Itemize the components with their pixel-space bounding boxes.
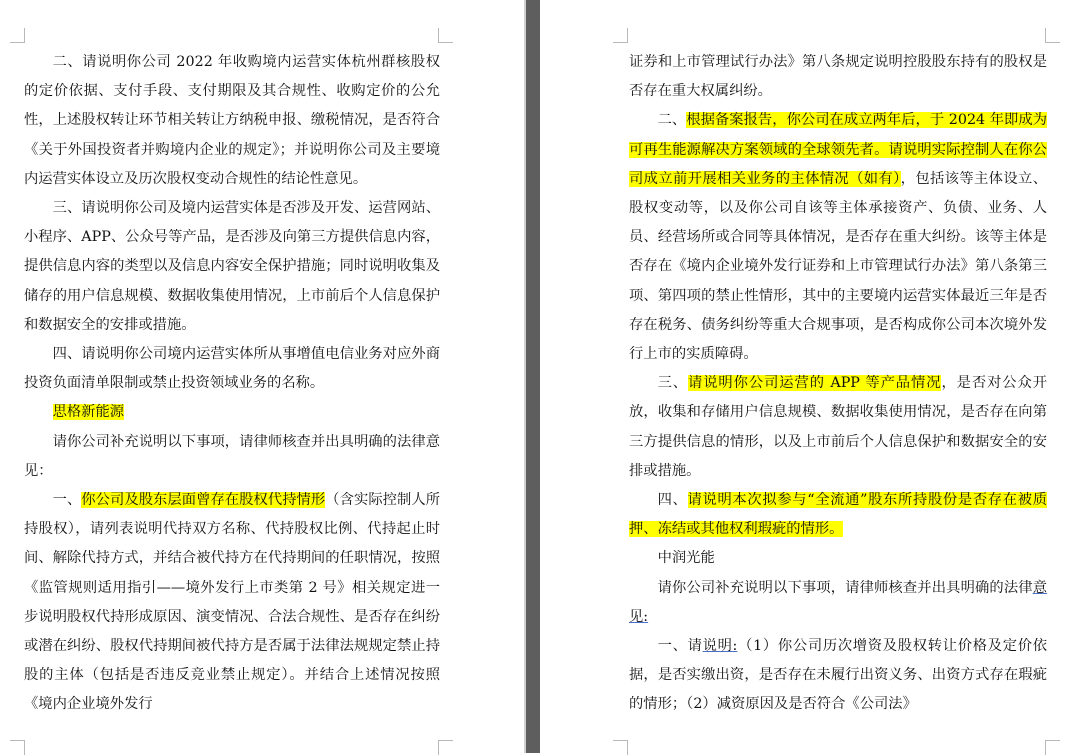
paragraph[interactable]: 二、请说明你公司 2022 年收购境内运营实体杭州群核股权的定价依据、支付手段、支付期限及其合规性、收购定价的公允性，上述股权转让环节相关转让方纳税申报、缴税情况，是否符合《关于外国投资者并购境内企业的规定》；并说明你公司及主要境内运营实体设立及历次股权变动合规性的结论性意见。: [24, 54, 440, 187]
company-heading[interactable]: [24, 398, 440, 427]
crop-mark: [1045, 28, 1060, 43]
paragraph[interactable]: [24, 486, 440, 720]
highlighted-text: 请说明你公司运营的 APP 等产品情况: [688, 375, 942, 392]
paragraph-text: ，包括该等主体设立、股权变动等，以及你公司自该等主体承接资产、负债、业务、人员、经营场所或合同等具体情况，是否存在重大纠纷。该等主体是否存在《境内企业境外发行证券和上市管理试行办法》第八条第三项、第四项的禁止性情形，其中的主要境内运营实体最近三年是否存在税务、债务纠纷等重大合规事项，是否构成你公司本次境外发行上市的实质障碍。: [629, 170, 1047, 363]
paragraph-prefix: 四、: [657, 492, 688, 509]
paragraph[interactable]: 三、请说明你公司及境内运营实体是否涉及开发、运营网站、小程序、APP、公众号等产品，是否涉及向第三方提供信息内容，提供信息内容的类型以及信息内容安全保护措施；同时说明收集及储存的用户信息规模、数据收集使用情况，上市前后个人信息保护和数据安全的安排或措施。: [24, 200, 440, 333]
paragraph-text: 请你公司补充说明以下事项，请律师核查并出具明确的法律: [657, 579, 1033, 596]
paragraph-prefix: 一、: [52, 492, 82, 509]
paragraph[interactable]: [629, 369, 1047, 486]
highlighted-text: 根据备案报告，你公司在成立两年后，于 2024 年即成为可再生能源解决方案领域的全球领先者。请说明实际控制人在你公司成立前开展相关业务的主体情况（如有）: [629, 112, 1048, 187]
paragraph-prefix: 三、: [657, 375, 689, 392]
page-gap: [524, 0, 540, 753]
paragraph[interactable]: [629, 574, 1047, 632]
document-page-left: [0, 0, 524, 753]
highlighted-text: 你公司及股东层面曾存在股权代持情形: [81, 492, 326, 509]
page-text[interactable]: [24, 48, 440, 720]
paragraph[interactable]: [629, 486, 1047, 544]
underlined-text: 意见:: [629, 579, 1047, 625]
document-page-right: [540, 0, 1080, 753]
page-text[interactable]: [629, 48, 1047, 720]
underlined-text: 说明:: [702, 638, 738, 655]
crop-mark: [438, 28, 453, 43]
paragraph-prefix: 一、请: [657, 638, 703, 655]
paragraph-prefix: 二、: [657, 112, 687, 129]
crop-mark: [10, 28, 25, 43]
paragraph-text: （1）你公司历次增资及股权转让价格及定价依据，是否实缴出资，是否存在未履行出资义务、出资方式存在瑕疵的情形；（2）减资原因及是否符合《公司法》: [629, 638, 1047, 713]
highlighted-text: 请说明本次拟参与“全流通”股东所持股份是否存在被质押、冻结或其他权利瑕疵的情形。: [629, 492, 1047, 538]
paragraph[interactable]: 四、请说明你公司境内运营实体所从事增值电信业务对应外商投资负面清单限制或禁止投资领域业务的名称。: [24, 346, 440, 392]
paragraph[interactable]: [629, 632, 1047, 720]
company-heading[interactable]: 中润光能: [657, 550, 715, 567]
highlighted-text: 思格新能源: [52, 404, 125, 421]
paragraph[interactable]: 请你公司补充说明以下事项，请律师核查并出具明确的法律意见：: [24, 433, 440, 479]
paragraph-text: ，是否对公众开放，收集和存储用户信息规模、数据收集使用情况，是否存在向第三方提供信息的情形，以及上市前后个人信息保护和数据安全的安排或措施。: [629, 375, 1048, 479]
paragraph[interactable]: 证券和上市管理试行办法》第八条规定说明控股股东持有的股权是否存在重大权属纠纷。: [629, 54, 1047, 100]
crop-mark: [613, 28, 628, 43]
paragraph[interactable]: [629, 106, 1047, 369]
paragraph-text: （含实际控制人所持股权），请列表说明代持双方名称、代持股权比例、代持起止时间、解除代持方式，并结合被代持方在代持期间的任职情况，按照《监管规则适用指引——境外发行上市类第 2 号》相关规定进一步说明股权代持形成原因、演变情况、合法合规性、是否存在纠纷或潜在纠纷、股权代持期间被代持方是否属于法律法规规定禁止持股的主体（包括是否违反竞业禁止规定）。并结合上述情况按照《境内企业境外发行: [24, 492, 441, 713]
